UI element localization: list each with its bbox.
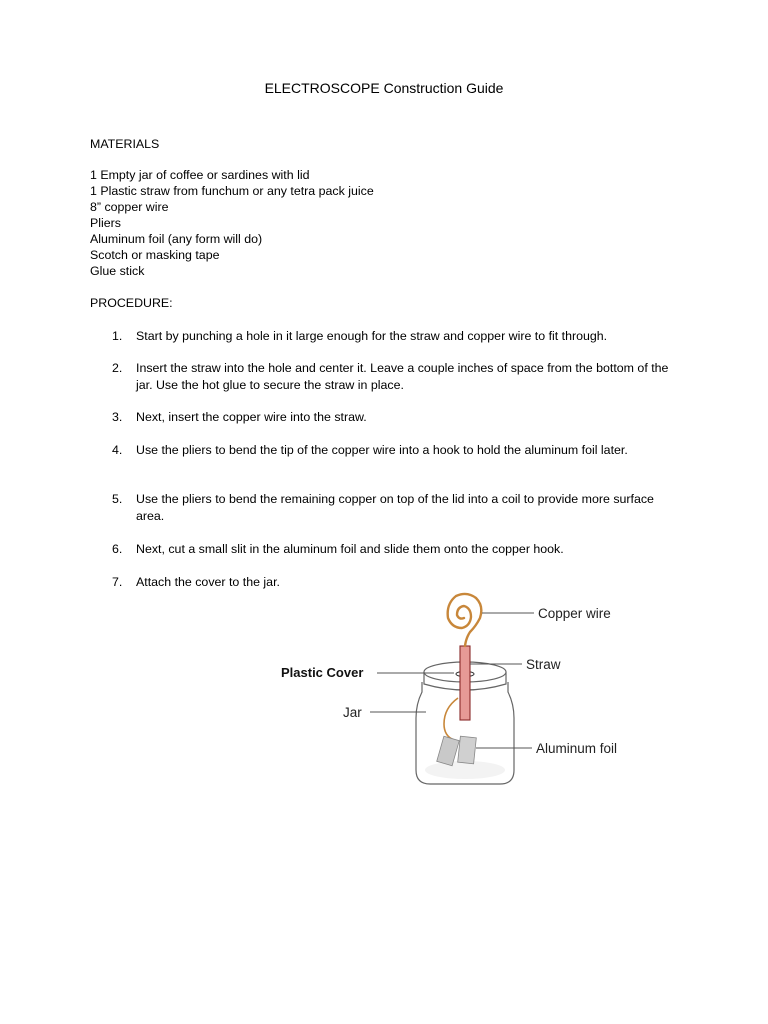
step-text: Insert the straw into the hole and center it. Leave a couple inches of space from the bottom of the jar. Use the hot glue to secure the straw in place. (136, 361, 669, 392)
step-number: 5. (112, 492, 123, 506)
list-item: Aluminum foil (any form will do) (90, 232, 263, 246)
step-number: 2. (112, 361, 123, 375)
step-text: Start by punching a hole in it large enough for the straw and copper wire to fit through. (136, 329, 608, 343)
label-straw: Straw (526, 657, 561, 672)
materials-heading: MATERIALS (90, 137, 160, 151)
step-number: 6. (112, 542, 123, 556)
list-item: Glue stick (90, 264, 145, 278)
step-text: Use the pliers to bend the tip of the copper wire into a hook to hold the aluminum foil later. (136, 443, 628, 457)
step-text: Use the pliers to bend the remaining copper on top of the lid into a coil to provide more surface area. (136, 492, 654, 523)
straw (460, 646, 470, 720)
step-number: 3. (112, 410, 123, 424)
list-item: Scotch or masking tape (90, 248, 220, 262)
list-item: 1 Plastic straw from funchum or any tetra pack juice (90, 184, 374, 198)
label-copper-wire: Copper wire (538, 606, 611, 621)
foil-piece-right (458, 736, 477, 764)
step-number: 7. (112, 575, 123, 589)
electroscope-diagram (270, 588, 650, 808)
document-title: ELECTROSCOPE Construction Guide (264, 80, 504, 96)
step-text: Next, insert the copper wire into the straw. (136, 410, 367, 424)
procedure-step-5 (112, 491, 682, 524)
procedure-heading: PROCEDURE: (90, 296, 173, 310)
step-text: Next, cut a small slit in the aluminum foil and slide them onto the copper hook. (136, 542, 564, 556)
procedure-step-4 (112, 442, 682, 459)
label-jar: Jar (343, 705, 362, 720)
label-plastic-cover: Plastic Cover (281, 665, 364, 680)
list-item: 1 Empty jar of coffee or sardines with lid (90, 168, 310, 182)
step-number: 4. (112, 443, 123, 457)
list-item: Pliers (90, 216, 121, 230)
jar-bottom-shadow (425, 761, 505, 779)
procedure-step-6 (112, 541, 682, 558)
label-aluminum-foil: Aluminum foil (536, 741, 618, 756)
materials-list (90, 167, 374, 279)
copper-coil (448, 594, 482, 646)
procedure-step-1 (112, 328, 682, 345)
list-item: 8” copper wire (90, 200, 169, 214)
step-text: Attach the cover to the jar. (136, 575, 280, 589)
step-number: 1. (112, 329, 123, 343)
procedure-step-3 (112, 409, 682, 426)
procedure-step-2 (112, 360, 682, 393)
